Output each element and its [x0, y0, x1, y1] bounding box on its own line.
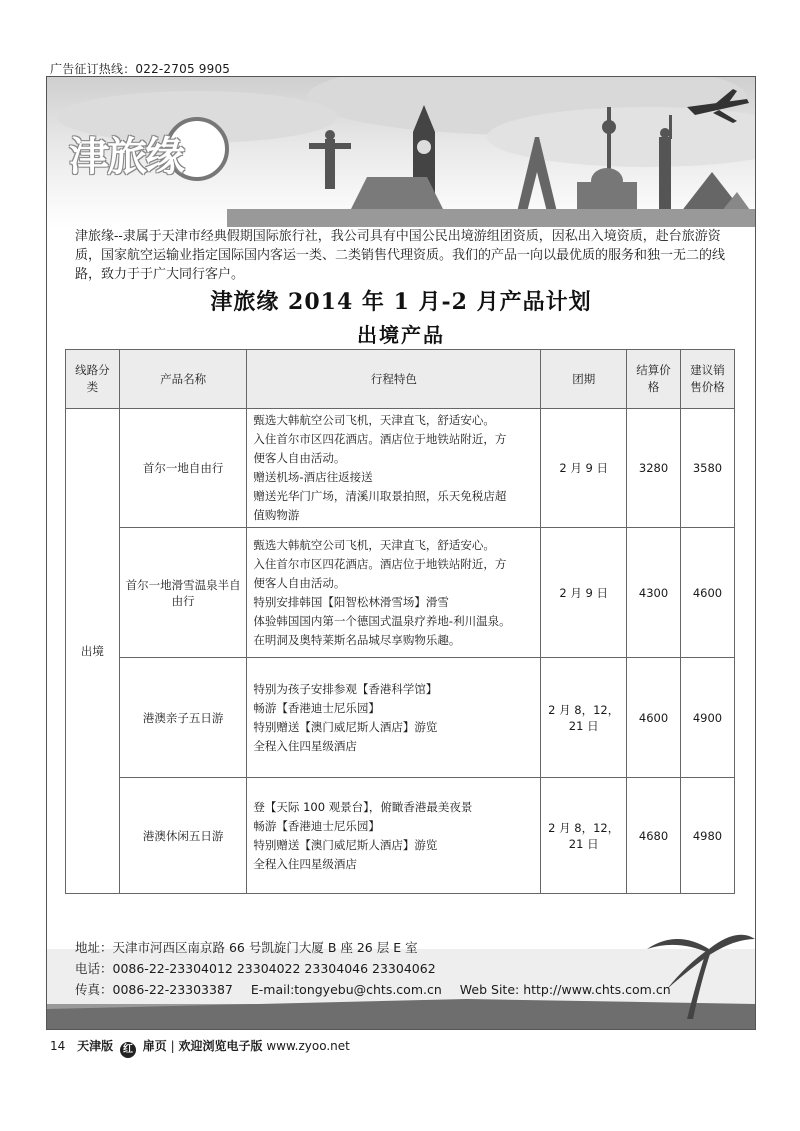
- ad-hotline: 广告征订热线：022-2705 9905: [50, 62, 231, 76]
- product-name: 首尔一地自由行: [119, 409, 247, 528]
- table-row: [66, 778, 735, 894]
- product-name: 港澳休闲五日游: [119, 778, 247, 894]
- edition-label: 天津版: [77, 1039, 114, 1053]
- product-table: [65, 349, 735, 894]
- retail-price: 3580: [681, 409, 735, 528]
- logo: 津旅缘: [69, 134, 183, 180]
- contact-info: [75, 937, 671, 1000]
- settle-price: 4680: [627, 778, 681, 894]
- site-link[interactable]: www.zyoo.net: [266, 1039, 350, 1053]
- product-name: 首尔一地滑雪温泉半自由行: [119, 528, 247, 658]
- banner: [47, 77, 755, 227]
- product-features: 甄选大韩航空公司飞机，天津直飞，舒适安心。 入住首尔市区四花酒店。酒店位于地铁站附近，方 便客人自由活动。 特别安排韩国【阳智松林滑雪场】滑雪 体验韩国国内第一个德国式温泉疗养地-利川温泉。 在明洞及奥特莱斯名品城尽享购物乐趣。: [247, 528, 541, 658]
- tour-date: 2 月 9 日: [541, 528, 627, 658]
- header-retail-price: 建议销售价格: [681, 350, 735, 409]
- header-name: 产品名称: [119, 350, 247, 409]
- palace-icon: [577, 168, 637, 212]
- header-date: 团期: [541, 350, 627, 409]
- email-link[interactable]: E-mail:tongyebu@chts.com.cn: [250, 982, 442, 997]
- settle-price: 4600: [627, 658, 681, 778]
- table-row: [66, 528, 735, 658]
- settle-price: 3280: [627, 409, 681, 528]
- section-title: 出境产品: [357, 323, 445, 347]
- statue-icon: [309, 130, 351, 189]
- retail-price: 4980: [681, 778, 735, 894]
- settle-price: 4300: [627, 528, 681, 658]
- retail-price: 4900: [681, 658, 735, 778]
- address: 地址：天津市河西区南京路 66 号凯旋门大厦 B 座 26 层 E 室: [75, 940, 418, 955]
- brand-badge: 红: [120, 1042, 136, 1058]
- phone: 电话：0086-22-23304012 23304022 23304046 23304062: [75, 961, 436, 976]
- fax-line: [75, 979, 671, 1000]
- tour-date: 2 月 8，12，21 日: [541, 778, 627, 894]
- website-link[interactable]: Web Site: http://www.chts.com.cn: [459, 982, 671, 997]
- company-intro: 津旅缘--隶属于天津市经典假期国际旅行社，我公司具有中国公民出境游组团资质，因私出入境资质，赴台旅游资质，国家航空运输业指定国际国内客运一类、二类销售代理资质。我们的产品一向以最优质的服务和独一无二的线路，致力于于广大同行客户。: [75, 229, 726, 282]
- category-cell: 出境: [66, 409, 120, 894]
- fax: 传真：0086-22-23303387: [75, 982, 233, 997]
- invite-text: 欢迎浏览电子版: [178, 1039, 263, 1053]
- header-settle-price: 结算价格: [627, 350, 681, 409]
- page-title: 津旅缘 2014 年 1 月-2 月产品计划: [210, 289, 592, 315]
- table-row: [66, 409, 735, 528]
- page-number: 14: [50, 1039, 66, 1053]
- product-features: 登【天际 100 观景台】，俯瞰香港最美夜景 畅游【香港迪士尼乐园】 特别赠送【澳门威尼斯人酒店】游览 全程入住四星级酒店: [247, 778, 541, 894]
- table-header: [66, 350, 735, 409]
- page-footer: 14 天津版 红 扉页 | 欢迎浏览电子版 www.zyoo.net: [50, 1037, 350, 1058]
- table-row: [66, 658, 735, 778]
- ad-panel: [46, 76, 756, 1030]
- section-label: 扉页: [142, 1039, 167, 1053]
- product-features: 特别为孩子安排参观【香港科学馆】 畅游【香港迪士尼乐园】 特别赠送【澳门威尼斯人酒店】游览 全程入住四星级酒店: [247, 658, 541, 778]
- tour-date: 2 月 8，12，21 日: [541, 658, 627, 778]
- tour-date: 2 月 9 日: [541, 409, 627, 528]
- retail-price: 4600: [681, 528, 735, 658]
- product-name: 港澳亲子五日游: [119, 658, 247, 778]
- header-category: 线路分类: [66, 350, 120, 409]
- product-features: 甄选大韩航空公司飞机，天津直飞，舒适安心。 入住首尔市区四花酒店。酒店位于地铁站附近，方 便客人自由活动。 赠送机场-酒店往返接送 赠送光华门广场，清溪川取景拍照，乐天免税店超 值购物游: [247, 409, 541, 528]
- header-features: 行程特色: [247, 350, 541, 409]
